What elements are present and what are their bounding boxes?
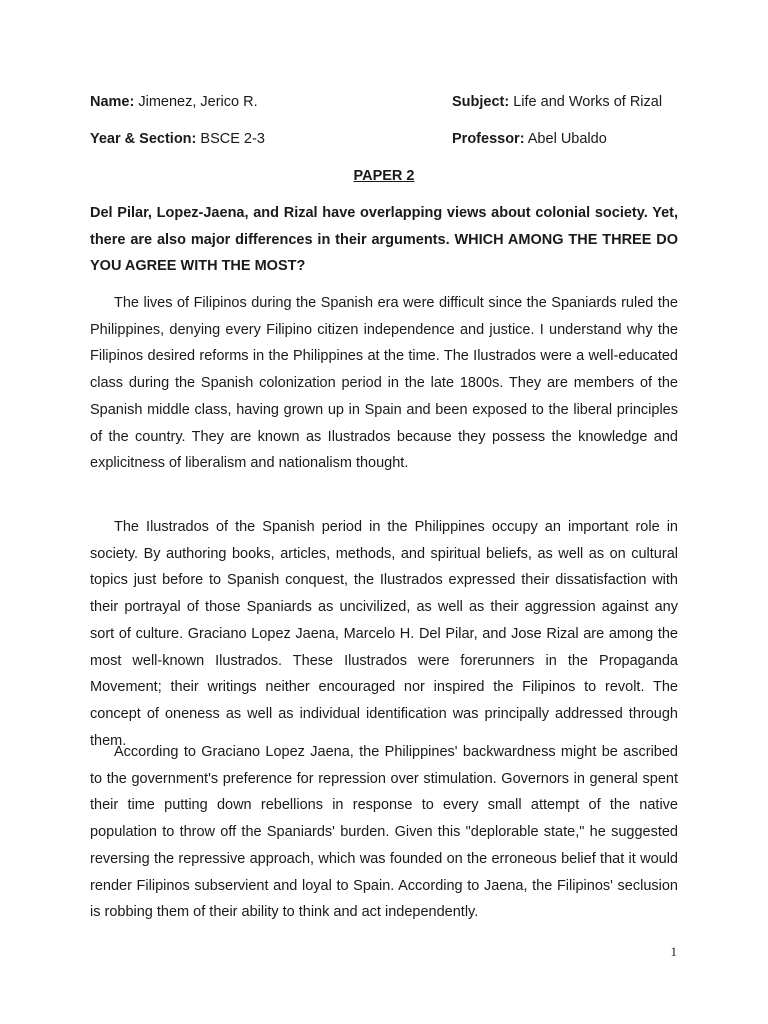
subject-value: Life and Works of Rizal [513,94,663,110]
paragraph-2 [90,514,678,754]
name-label: Name: [90,94,135,110]
essay-question: Del Pilar, Lopez-Jaena, and Rizal have overlapping views about colonial society. Yet, there are also major differences in their arguments. WHICH AMONG THE THREE DO YOU AGREE WITH THE MOST? [90,205,678,275]
professor-field [452,130,607,148]
section-value: BSCE 2-3 [200,131,265,147]
section-field [90,130,265,148]
paragraph-1 [90,290,678,477]
subject-field [452,93,662,111]
professor-label: Professor: [452,131,525,147]
professor-value: Abel Ubaldo [527,131,607,147]
paragraph-text: The Ilustrados of the Spanish period in the Philippines occupy an important role in society. By authoring books, articles, methods, and spiritual beliefs, as well as on cultural topics just before to Spanish conquest, the Ilustrados expressed their dissatisfaction with their portrayal of those Spaniards as uncivilized, as well as their aggression against any sort of culture. Graciano Lopez Jaena, Marcelo H. Del Pilar, and Jose Rizal are among the most well-known Ilustrados. These Ilustrados were forerunners in the Propaganda Movement; their writings neither encouraged nor inspired the Filipinos to revolt. The concept of oneness as well as individual identification was principally addressed through them. [90,519,678,749]
page-number: 1 [670,944,677,959]
paragraph-3 [90,739,678,926]
paper-title: PAPER 2 [353,168,415,184]
paragraph-text: The lives of Filipinos during the Spanish era were difficult since the Spaniards ruled the Philippines, denying every Filipino citizen independence and justice. I understand why the Filipinos desired reforms in the Philippines at the time. The Ilustrados were a well-educated class during the Spanish colonization period in the late 1800s. They are members of the Spanish middle class, having grown up in Spain and been exposed to the liberal principles of the country. They are known as Ilustrados because they possess the knowledge and explicitness of liberalism and nationalism thought. [90,295,678,472]
section-label: Year & Section: [90,131,197,147]
name-field [90,93,258,111]
subject-label: Subject: [452,94,510,110]
name-value: Jimenez, Jerico R. [138,94,258,110]
paragraph-text: According to Graciano Lopez Jaena, the Philippines' backwardness might be ascribed to the government's preference for repression over stimulation. Governors in general spent their time putting down rebellions in response to every small attempt of the native population to throw off the Spaniards' burden. Given this "deplorable state," he suggested reversing the repressive approach, which was founded on the erroneous belief that it would render Filipinos subservient and loyal to Spain. According to Jaena, the Filipinos' seclusion is robbing them of their ability to think and act independently. [90,744,678,921]
